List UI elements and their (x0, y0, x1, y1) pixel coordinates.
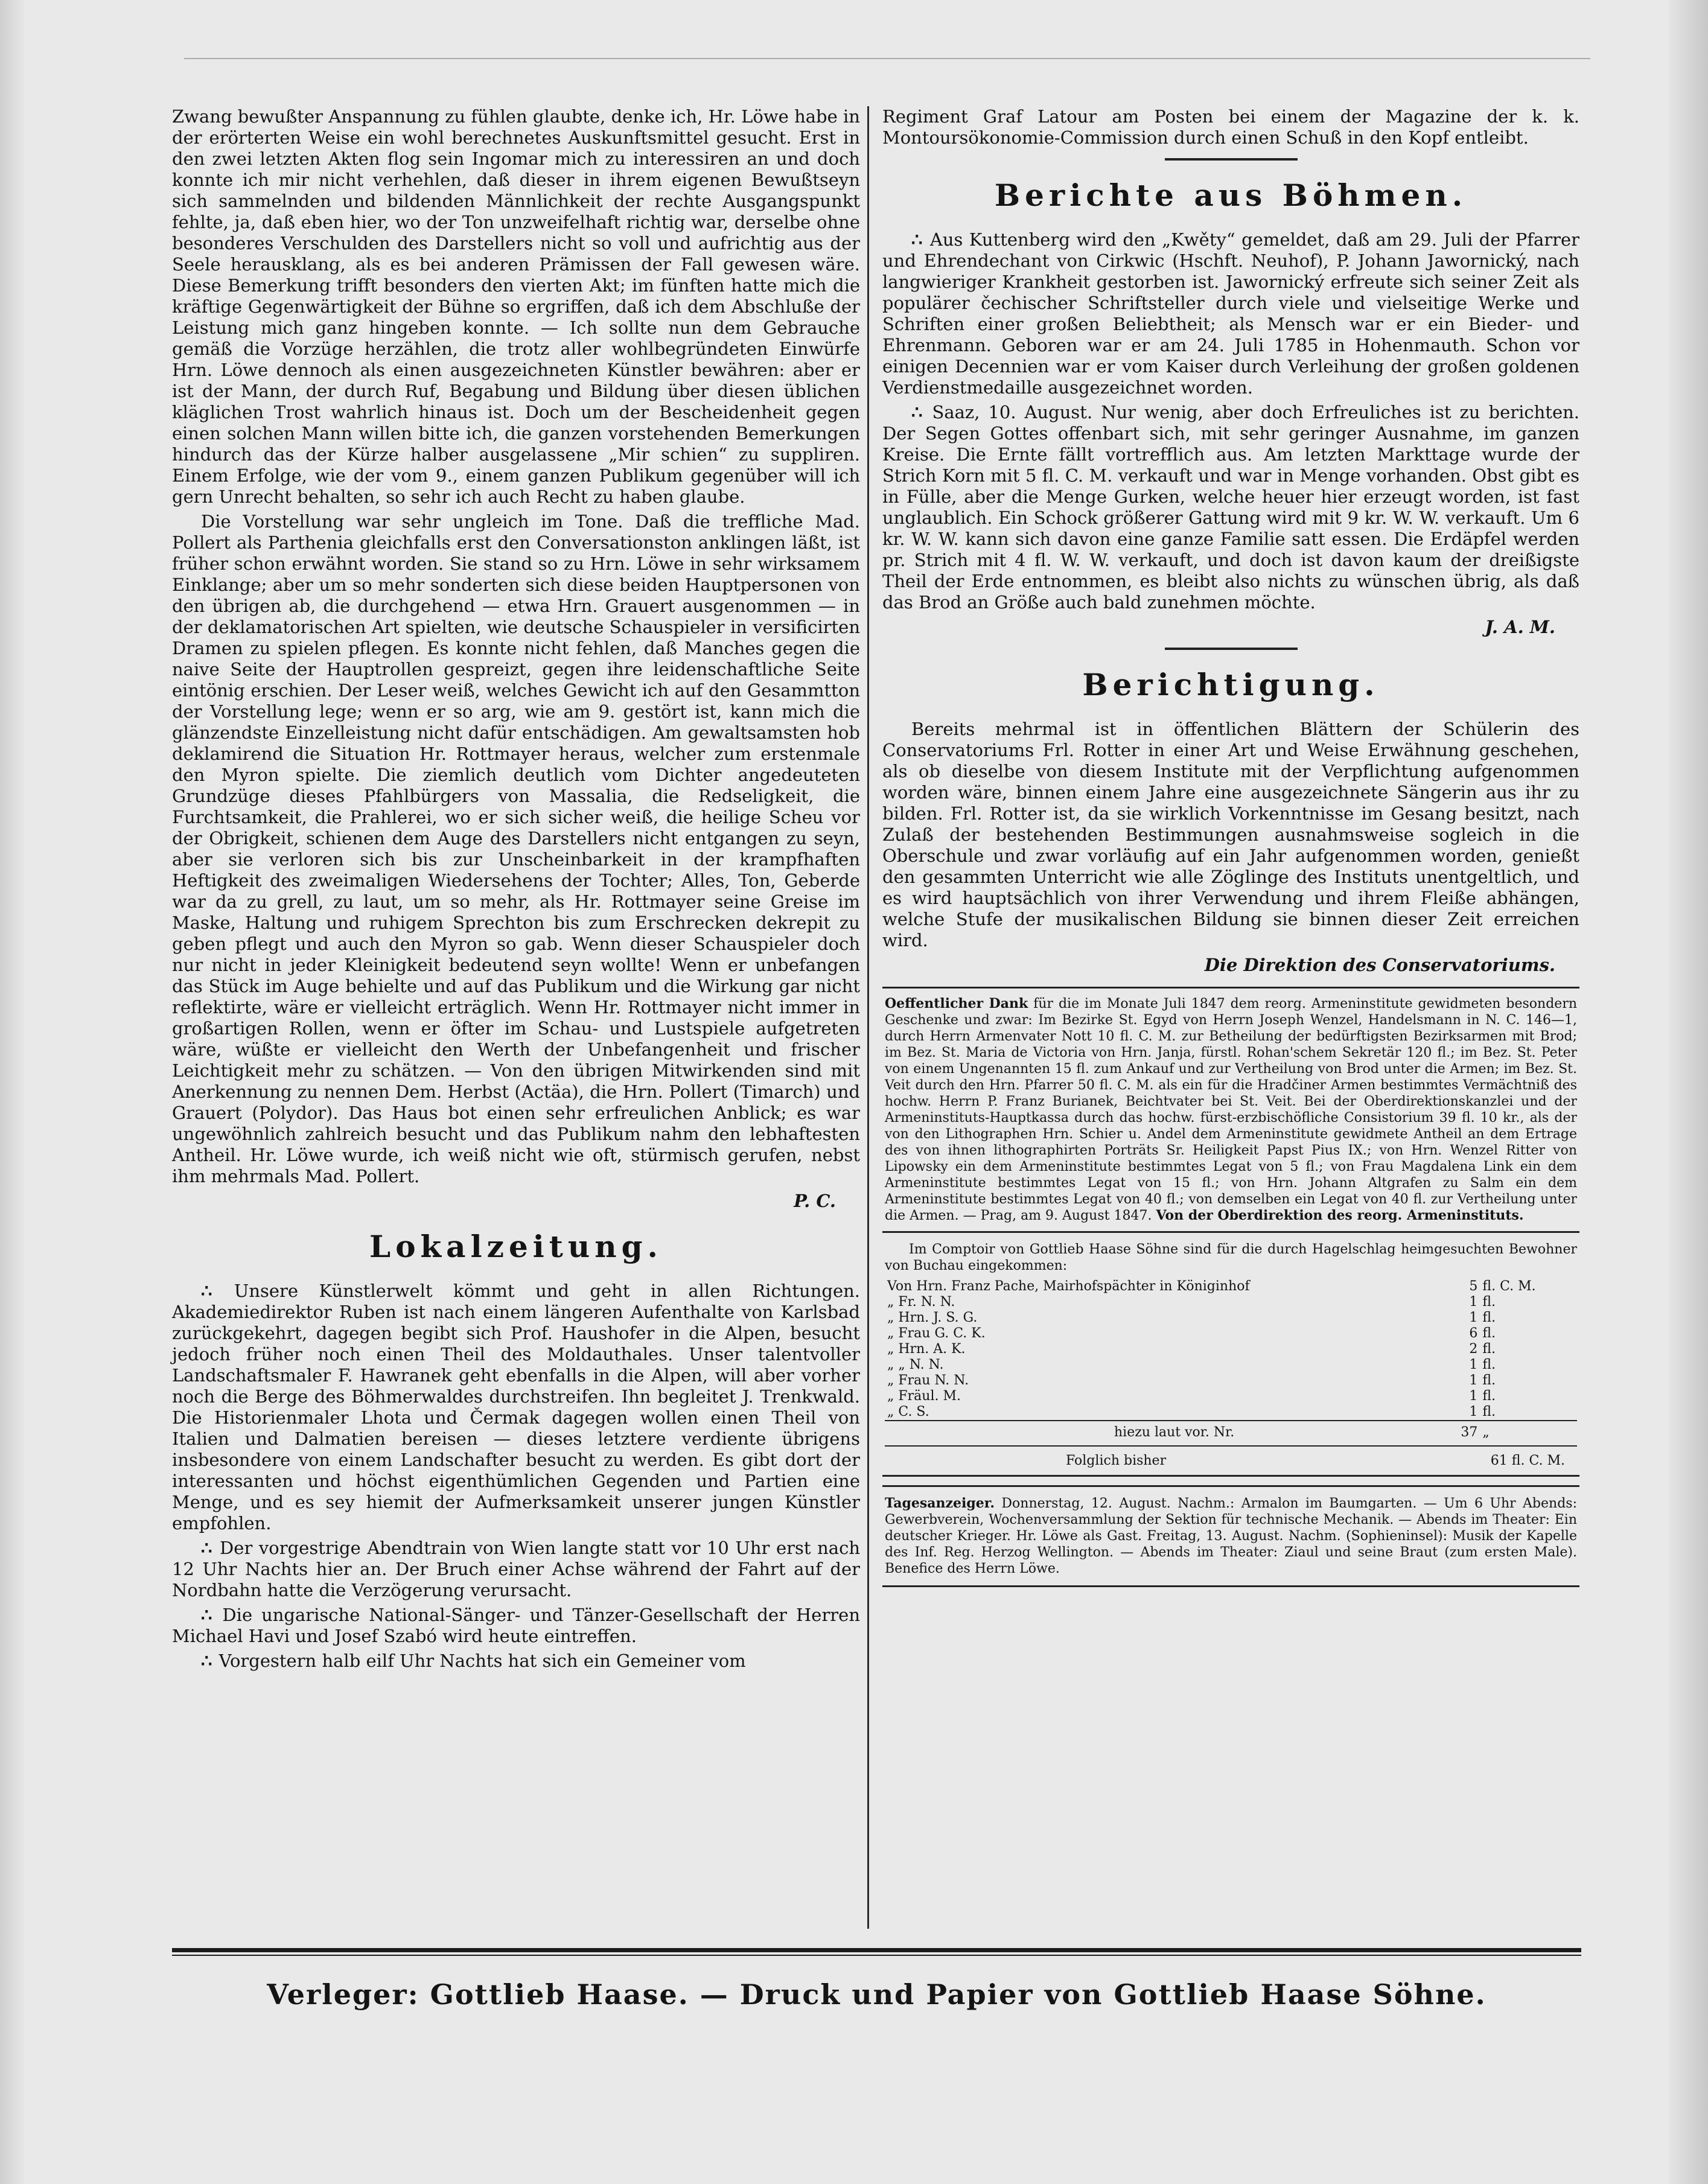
donor-currency: fl. (1482, 1404, 1496, 1419)
bohmen-item (882, 229, 1579, 398)
lokal-item-text: Die ungarische National-Sänger- und Tänzer-Gesellschaft der Herren Michael Havi und Josef Szabó wird heute eintreffen. (172, 1605, 861, 1646)
bullet-icon: ∴ (201, 1605, 214, 1625)
donor-amount: 1 (1469, 1310, 1478, 1325)
donor-amount: 5 (1469, 1279, 1478, 1294)
lokal-item-text: Der vorgestrige Abendtrain von Wien langte statt vor 10 Uhr erst nach 12 Uhr Nachts hier an. Der Bruch einer Achse während der Fahrt auf der Nordbahn hatte die Verzögerung verursacht. (172, 1538, 860, 1600)
table-row (885, 1294, 1577, 1310)
donation-intro: Im Comptoir von Gottlieb Haase Söhne sind für die durch Hagelschlag heimgesuchten Bewohner von Buchau eingekommen: (885, 1242, 1577, 1273)
donor-name: „ Frau G. C. K. (887, 1326, 986, 1341)
column-divider (867, 106, 869, 1929)
berichtigung-signature: Die Direktion des Conservatoriums. (1204, 955, 1555, 975)
bohmen-signature: J. A. M. (1485, 617, 1555, 637)
donor-name: „ Hrn. J. S. G. (887, 1310, 978, 1325)
donor-amount: 1 (1469, 1404, 1478, 1419)
donor-currency: fl. (1482, 1342, 1496, 1357)
review-paragraph-1: Zwang bewußter Anspannung zu fühlen glaubte, denke ich, Hr. Löwe habe in der erörterten Weise ein wohl berechnetes Auskunftsmittel gesucht. Erst in den zwei letzten Akten flog sein Ingomar mich zu interessiren an und doch konnte ich mir nicht verhehlen, daß dieser in ihrem eigenen Bewußtseyn sich sammelnden und bildenden Männlichkeit der rechte Ausgangspunkt fehlte, ja, daß eben hier, wo der Ton unzweifelhaft richtig war, derselbe ohne besonderes Verschulden des Darstellers nicht so voll und aufrichtig aus der Seele herausklang, als es bei anderen Prämissen der Fall gewesen wäre. Diese Bemerkung trifft besonders den vierten Akt; im fünften hatte mich die kräftige Gegenwärtigkeit der Bühne so ergriffen, daß ich dem Abschluße der Leistung mich ganz hingeben konnte. — Ich sollte nun dem Gebrauche gemäß die Vorzüge herzählen, die trotz aller wohlbegründeten Einwürfe Hrn. Löwe dennoch als einen ausgezeichneten Künstler bewähren: aber er ist der Mann, der durch Ruf, Begabung und Bildung über diesen üblichen kläglichen Trost wahrlich hinaus ist. Doch um der Bescheidenheit gegen einen solchen Mann willen bitte ich, die ganzen vorstehenden Bemerkungen hindurch das der Kürze halber ausgelassene „Mir schien“ zu suppliren. Einem Erfolge, wie der vom 9., einem ganzen Publikum gegenüber will ich gern Unrecht behalten, so sehr ich auch Recht zu haben glaube. (172, 106, 860, 507)
review-paragraph-2: Die Vorstellung war sehr ungleich im Tone. Daß die treffliche Mad. Pollert als Parthenia gleichfalls erst den Conversationston anklingen läßt, ist früher schon erwähnt worden. Sie stand so zu Hrn. Löwe in sehr wirksamem Einklange; aber um so mehr sonderten sich diese beiden Hauptpersonen von den übrigen ab, die durchgehend — etwa Hrn. Grauert ausgenommen — in der deklamatorischen Art spielten, wie deutsche Schauspieler in versificirten Dramen zu spielen pflegen. Es konnte nicht fehlen, daß Manches gegen die naive Seite der Hauptrollen gespreizt, gegen ihre leidenschaftliche Seite eintönig erschien. Der Leser weiß, welches Gewicht ich auf den Gesammtton der Vorstellung lege; wenn er so arg, wie am 9. gestört ist, kann mich die glänzendste Einzelleistung nicht dafür entschädigen. Am gewaltsamsten hob deklamirend die Situation Hr. Rottmayer heraus, welcher zum erstenmale den Myron spielte. Die ziemlich deutlich vom Dichter angedeuteten Grundzüge dieses Pfahlbürgers von Massalia, die Redseligkeit, die Furchtsamkeit, die Prahlerei, wo er sich sicher weiß, die heilige Scheu vor der Obrigkeit, schienen dem Auge des Darstellers nicht entgangen zu seyn, aber sie verloren sich bis zur Unscheinbarkeit in der krampfhaften Heftigkeit des zweimaligen Wiedersehens der Tochter; Alles, Ton, Geberde war da zu grell, zu laut, um so mehr, als Hr. Rottmayer seine Greise im Maske, Haltung und ruhigem Sprechton bis zum Erschrecken dekrepit zu geben pflegt und auch den Myron so gab. Wenn dieser Schauspieler doch nur nicht in jeder Kleinigkeit bedeutend seyn wollte! Wenn er unbefangen das Stück im Auge behielte und auf das Publikum und die Wirkung gar nicht reflektirte, wäre er vielleicht erträglich. Wenn Hr. Rottmayer nicht immer in großartigen Rollen, wenn er öfter im Schau- und Lustspiele aufgetreten wäre, wüßte er vielleicht den Werth der Unbefangenheit und frischer Leichtigkeit mehr zu schätzen. — Von den übrigen Mitwirkenden sind mit Anerkennung zu nennen Dem. Herbst (Actäa), die Hrn. Pollert (Timarch) und Grauert (Polydor). Das Haus bot einen sehr erfreulichen Anblick; es war ungewöhnlich zahlreich besucht und das Publikum nahm den lebhaftesten Antheil. Hr. Löwe wurde, ich weiß nicht wie oft, stürmisch gerufen, nebst ihm mehrmals Mad. Pollert. (172, 511, 860, 1186)
donor-currency: fl. (1482, 1294, 1496, 1310)
table-row (885, 1389, 1577, 1404)
final-total-row (885, 1445, 1577, 1469)
lokal-item-text: Unsere Künstlerwelt kömmt und geht in allen Richtungen. Akademiedirektor Ruben ist nach einem längeren Aufenthalte von Karlsbad zurückgekehrt, dagegen begibt sich Prof. Haushofer in die Alpen, besucht jedoch früher noch einen Theil des Moldauthales. Unser talentvoller Landschaftsmaler F. Hawranek geht ebenfalls in die Alpen, will aber vorher noch die Berge des Böhmerwaldes durchstreifen. Ihn begleitet J. Trenkwald. Die Historienmaler Lhota und Čermak dagegen wollen einen Theil von Italien und Dalmatien bereisen — dieses letztere verdiente übrigens insbesondere von einem Landschafter besucht zu werden. Es gibt dort der interessanten und höchst eigenthümlichen Gegenden und Partien eine Menge, und es sey hiemit der Aufmerksamkeit unserer jungen Künstler empfohlen. (172, 1281, 861, 1533)
table-row (885, 1404, 1577, 1421)
donor-currency: fl. (1482, 1373, 1496, 1388)
scan-top-rule (184, 58, 1590, 59)
lokal-item (172, 1281, 860, 1534)
donation-list (882, 1233, 1579, 1477)
donor-amount: 1 (1469, 1294, 1478, 1310)
donor-name: „ Fr. N. N. (887, 1294, 955, 1310)
public-thanks-notice (882, 987, 1579, 1233)
footer-rule (172, 1948, 1581, 1952)
publisher-imprint: Verleger: Gottlieb Haase. — Druck und Papier von Gottlieb Haase Söhne. (267, 1978, 1487, 2011)
lokalzeitung-heading: Lokalzeitung. (369, 1229, 663, 1264)
lokal-item-text: Vorgestern halb eilf Uhr Nachts hat sich ein Gemeiner vom (218, 1651, 746, 1671)
review-signature: P. C. (794, 1191, 836, 1211)
donor-amount: 1 (1469, 1389, 1478, 1404)
subtotal-currency: „ (1480, 1421, 1577, 1441)
tagesanzeiger-text: Donnerstag, 12. August. Nachm.: Armalon im Baumgarten. — Um 6 Uhr Abends: Gewerbverein, Wochenversammlung der Sektion für technische Mechanik. — Abends im Theater: Ein deutscher Krieger. Hr. Löwe als Gast. Freitag, 13. August. Nachm. (Sophieninsel): Musik der Kapelle des Inf. Reg. Herzog Wellington. — Abends im Theater: Ziaul und seine Braut (zum ersten Male). Benefice des Herrn Löwe. (885, 1496, 1577, 1576)
donor-currency: fl. (1482, 1389, 1496, 1404)
table-row (885, 1310, 1577, 1326)
donor-currency: fl. (1482, 1357, 1496, 1372)
lokal-item (172, 1538, 860, 1601)
bullet-icon: ∴ (911, 229, 924, 250)
bohmen-item-text: Saaz, 10. August. Nur wenig, aber doch Erfreuliches ist zu berichten. Der Segen Gottes offenbart sich, mit sehr geringer Ausnahme, im ganzen Kreise. Die Ernte fällt vortrefflich aus. Am letzten Markttage wurde der Strich Korn mit 5 fl. C. M. verkauft und war in Menge vorhanden. Obst gibt es in Fülle, aber die Menge Gurken, welche heuer hier erzeugt worden, ist fast unglaublich. Ein Schock größerer Gattung wird mit 9 kr. W. W. verkauft. Um 6 kr. W. W. kann sich davon eine ganze Familie satt essen. Die Erdäpfel werden pr. Strich mit 4 fl. W. W. verkauft, und doch ist davon kaum der dreißigste Theil der Erde entnommen, es bleibt also nichts zu wünschen übrig, als daß das Brod an Größe auch bald zunehmen möchte. (882, 402, 1579, 613)
donor-name: „ „ N. N. (887, 1357, 944, 1372)
final-total-label: Folglich bisher (1066, 1453, 1167, 1468)
section-separator (1165, 648, 1298, 650)
donor-amount: 6 (1469, 1326, 1478, 1341)
donor-name: „ C. S. (887, 1404, 929, 1419)
bullet-icon: ∴ (201, 1281, 214, 1301)
left-column (172, 106, 860, 1917)
donor-currency: fl. (1482, 1310, 1496, 1325)
lokal-item (172, 1651, 860, 1672)
tagesanzeiger-lead: Tagesanzeiger. (885, 1495, 995, 1511)
donor-amount: 1 (1469, 1357, 1478, 1372)
donor-name: „ Hrn. A. K. (887, 1342, 966, 1357)
donor-name: „ Frau N. N. (887, 1373, 969, 1388)
public-thanks-signature: Von der Oberdirektion des reorg. Armeninstituts. (1156, 1208, 1524, 1223)
bullet-icon: ∴ (201, 1651, 214, 1671)
lokal-item (172, 1605, 860, 1647)
donor-currency: fl. (1482, 1326, 1496, 1341)
scan-right-margin (1669, 0, 1708, 2184)
bohmen-item (882, 402, 1579, 613)
table-row (885, 1357, 1577, 1373)
berichtigung-heading: Berichtigung. (1082, 667, 1380, 702)
scan-left-margin (0, 0, 24, 2184)
donor-name: Von Hrn. Franz Pache, Mairhofspächter in Königinhof (887, 1279, 1250, 1294)
public-thanks-lead: Oeffentlicher Dank (885, 996, 1028, 1011)
table-row (885, 1279, 1577, 1294)
table-row (885, 1326, 1577, 1342)
donor-amount: 1 (1469, 1373, 1478, 1388)
table-row (885, 1342, 1577, 1357)
donor-currency: fl. C. M. (1482, 1279, 1536, 1294)
table-row (885, 1373, 1577, 1389)
section-separator (1165, 158, 1298, 161)
bohmen-item-text: Aus Kuttenberg wird den „Kwěty“ gemeldet, daß am 29. Juli der Pfarrer und Ehrendechant von Cirkwic (Hschft. Neuhof), P. Johann Jawornický, nach langwieriger Krankheit gestorben ist. Jawornický erfreute sich seiner Zeit als populärer čechischer Schriftsteller durch viele und vielseitige Werke und Schriften einer großen Beliebtheit; als Mensch war er ein Bieder- und Ehrenmann. Geboren war er am 24. Juli 1785 in Hohenmauth. Schon vor einigen Decennien war er vom Kaiser durch Verleihung der großen goldenen Verdienstmedaille ausgezeichnet worden. (882, 229, 1580, 398)
subtotal-label: hiezu laut vor. Nr. (885, 1421, 1425, 1441)
subtotal-row (885, 1421, 1577, 1441)
donor-name: „ Fräul. M. (887, 1389, 961, 1404)
donation-table (885, 1279, 1577, 1441)
right-column (882, 106, 1579, 1917)
berichtigung-text: Bereits mehrmal ist in öffentlichen Blättern der Schülerin des Conservatoriums Frl. Rotter in einer Art und Weise Erwähnung geschehen, als ob dieselbe von diesem Institute mit der Verpflichtung aufgenommen worden wäre, binnen einem Jahre eine ausgezeichnete Sängerin aus ihr zu bilden. Frl. Rotter ist, da sie wirklich Vorkenntnisse im Gesang besitzt, nach Zulaß der bestehenden Bestimmungen ausnahmsweise sogleich in die Oberschule und zwar vorläufig auf ein Jahr aufgenommen worden, genießt den gesammten Unterricht wie alle Zöglinge des Instituts unentgeltlich, und es wird hauptsächlich von ihrer Verwendung und ihrem Fleiße abhängen, welche Stufe der musikalischen Bildung sie binnen dieser Zeit erreichen wird. (882, 719, 1579, 950)
footer-rule-thin (172, 1955, 1581, 1956)
donor-amount: 2 (1469, 1342, 1478, 1357)
subtotal-amount: 37 (1425, 1421, 1480, 1441)
tagesanzeiger (882, 1485, 1579, 1587)
continued-paragraph: Regiment Graf Latour am Posten bei einem der Magazine der k. k. Montoursökonomie-Commission durch einen Schuß in den Kopf entleibt. (882, 106, 1579, 148)
bullet-icon: ∴ (911, 402, 924, 422)
bohmen-heading: Berichte aus Böhmen. (994, 177, 1468, 213)
bullet-icon: ∴ (201, 1538, 214, 1558)
public-thanks-text: für die im Monate Juli 1847 dem reorg. Armeninstitute gewidmeten besondern Geschenke und zwar: Im Bezirke St. Egyd von Herrn Joseph Wenzel, Handelsmann in N. C. 146—1, durch Herrn Armenvater Nott 10 fl. C. M. zur Betheilung der bedürftigsten Bezirksarmen mit Brod; im Bez. St. Maria de Victoria von Hrn. Janja, fürstl. Rohan'schem Sekretär 120 fl.; im Bez. St. Peter von einem Ungenannten 15 fl. zum Ankauf und zur Vertheilung von Brod unter die Armen; im Bez. St. Veit durch den Hrn. Pfarrer 50 fl. C. M. als ein für die Hradčiner Armen bestimmtes Vermächtniß des hochw. Herrn P. Franz Burianek, Beichtvater bei St. Veit. Bei der Oberdirektionskanzlei und der Armeninstituts-Hauptkassa durch das hochw. fürst-erzbischöfliche Consistorium 39 fl. 10 kr., als der von den Lithographen Hrn. Schier u. Andel dem Armeninstitute gewidmete Antheil an dem Ertrage des von ihnen lithographirten Porträts Sr. Heiligkeit Papst Pius IX.; von Hrn. Wenzel Ritter von Lipowsky ein dem Armeninstitute bestimmtes Legat von 5 fl.; von Frau Magdalena Link ein dem Armeninstitute bestimmtes Legat von 15 fl.; von Hrn. Johann Altgrafen zu Salm ein dem Armeninstitute bestimmtes Legat von 40 fl.; von demselben ein Legat von 40 fl. zur Vertheilung unter die Armen. — Prag, am 9. August 1847. (885, 996, 1578, 1223)
final-total-value: 61 fl. C. M. (1490, 1453, 1565, 1468)
